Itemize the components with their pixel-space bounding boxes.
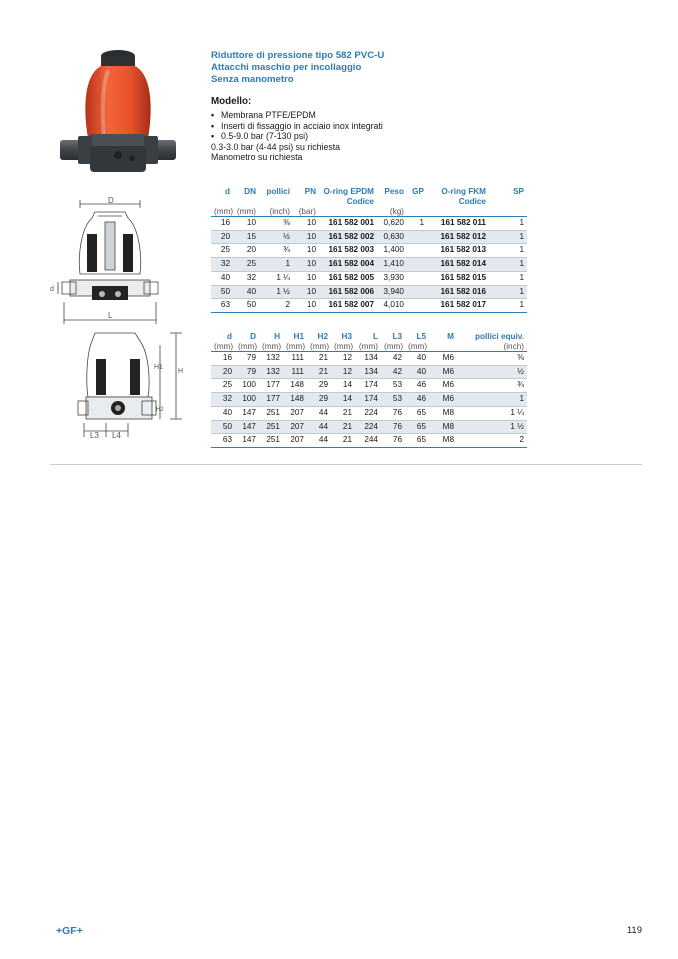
table-cell: 63 bbox=[211, 299, 233, 313]
column-header: D bbox=[250, 332, 256, 341]
technical-drawing-front bbox=[50, 325, 190, 445]
table-cell: 12 bbox=[331, 365, 355, 379]
column-header: Peso bbox=[384, 187, 404, 196]
table-cell: 100 bbox=[235, 379, 259, 393]
table-cell: 76 bbox=[381, 420, 405, 434]
table-cell: 251 bbox=[259, 434, 283, 448]
table-cell: 174 bbox=[355, 393, 381, 407]
note-line: 0.3-3.0 bar (4-44 psi) su richiesta bbox=[211, 141, 341, 152]
table-cell: M6 bbox=[429, 365, 457, 379]
product-header bbox=[211, 50, 541, 163]
table-cell: 16 bbox=[211, 352, 235, 366]
table-cell: 10 bbox=[233, 217, 259, 231]
table-cell: 10 bbox=[293, 217, 319, 231]
table-cell: 79 bbox=[235, 352, 259, 366]
table-cell: 1 ¼ bbox=[259, 271, 293, 285]
column-unit: (mm) bbox=[331, 342, 355, 352]
table-cell: 244 bbox=[355, 434, 381, 448]
table-cell: 251 bbox=[259, 406, 283, 420]
column-header: H1 bbox=[293, 332, 304, 341]
svg-text:D: D bbox=[108, 196, 114, 205]
column-header: pollici equiv. bbox=[475, 332, 524, 341]
table-cell: 21 bbox=[307, 365, 331, 379]
column-header: SP bbox=[513, 187, 524, 196]
table-cell: 10 bbox=[293, 230, 319, 244]
table-cell: 161 582 003 bbox=[319, 244, 377, 258]
table-cell: 100 bbox=[235, 393, 259, 407]
table-cell: 207 bbox=[283, 406, 307, 420]
table-cell: ¾ bbox=[457, 379, 527, 393]
table-cell: 65 bbox=[405, 406, 429, 420]
svg-text:H: H bbox=[178, 368, 184, 375]
table-cell: 161 582 002 bbox=[319, 230, 377, 244]
svg-text:H1: H1 bbox=[154, 364, 163, 371]
table-cell: 2 bbox=[259, 299, 293, 313]
table-cell: M8 bbox=[429, 420, 457, 434]
table-cell: 0,620 bbox=[377, 217, 407, 231]
table-cell bbox=[407, 244, 427, 258]
table-cell: 1 bbox=[489, 244, 527, 258]
table-cell: 14 bbox=[331, 379, 355, 393]
table-cell: 1 bbox=[489, 258, 527, 272]
table-cell: 1 bbox=[489, 299, 527, 313]
table-cell: 10 bbox=[293, 258, 319, 272]
table-cell: 1 ½ bbox=[457, 420, 527, 434]
table-cell: 174 bbox=[355, 379, 381, 393]
table-cell: 161 582 007 bbox=[319, 299, 377, 313]
table-cell: 3,940 bbox=[377, 285, 407, 299]
table-cell: 40 bbox=[405, 352, 429, 366]
feature-list bbox=[211, 110, 541, 142]
table-cell: 161 582 012 bbox=[427, 230, 489, 244]
table-cell: M6 bbox=[429, 393, 457, 407]
table-cell: 16 bbox=[211, 217, 233, 231]
table-cell: 161 582 014 bbox=[427, 258, 489, 272]
table-cell: 15 bbox=[233, 230, 259, 244]
table-cell: 40 bbox=[211, 406, 235, 420]
table-cell: 134 bbox=[355, 352, 381, 366]
table-cell: 177 bbox=[259, 379, 283, 393]
feature-item: • 0.5-9.0 bar (7-130 psi) bbox=[211, 131, 541, 142]
table-row bbox=[211, 230, 527, 244]
table-cell: 161 582 016 bbox=[427, 285, 489, 299]
table-cell: 10 bbox=[293, 271, 319, 285]
column-header: L3 bbox=[392, 332, 402, 341]
table-row bbox=[211, 285, 527, 299]
table-cell: 251 bbox=[259, 420, 283, 434]
table-cell: 1 bbox=[489, 271, 527, 285]
table-cell: 161 582 006 bbox=[319, 285, 377, 299]
table-cell: 161 582 013 bbox=[427, 244, 489, 258]
table-row bbox=[211, 352, 527, 366]
table-cell: 1 bbox=[489, 217, 527, 231]
svg-text:L: L bbox=[108, 311, 113, 320]
column-unit bbox=[319, 207, 377, 217]
column-header: L5 bbox=[416, 332, 426, 341]
table-cell: 132 bbox=[259, 365, 283, 379]
table-cell: 46 bbox=[405, 379, 429, 393]
table-cell: 29 bbox=[307, 393, 331, 407]
column-header: H2 bbox=[317, 332, 328, 341]
table-cell: 134 bbox=[355, 365, 381, 379]
column-unit: (mm) bbox=[233, 207, 259, 217]
table-row bbox=[211, 379, 527, 393]
product-title-line-1: Riduttore di pressione tipo 582 PVC-U bbox=[211, 50, 385, 61]
table-cell bbox=[407, 258, 427, 272]
table-cell: 148 bbox=[283, 393, 307, 407]
technical-drawing-side bbox=[50, 194, 170, 326]
table-cell: 63 bbox=[211, 434, 235, 448]
column-unit: (inch) bbox=[457, 342, 527, 352]
table-cell: 147 bbox=[235, 420, 259, 434]
table-cell: 32 bbox=[211, 393, 235, 407]
table-cell: 46 bbox=[405, 393, 429, 407]
table-cell: 161 582 017 bbox=[427, 299, 489, 313]
table-cell bbox=[407, 271, 427, 285]
table-cell: 44 bbox=[307, 434, 331, 448]
table-cell: ½ bbox=[457, 365, 527, 379]
table-cell: 161 582 015 bbox=[427, 271, 489, 285]
column-header: O-ring FKM Codice bbox=[441, 187, 486, 206]
table-cell: ⅜ bbox=[259, 217, 293, 231]
table-cell: 65 bbox=[405, 420, 429, 434]
product-image bbox=[52, 46, 184, 178]
column-unit: (mm) bbox=[211, 342, 235, 352]
table-cell: 177 bbox=[259, 393, 283, 407]
table-cell: 25 bbox=[211, 379, 235, 393]
column-unit: (kg) bbox=[377, 207, 407, 217]
table-cell: 53 bbox=[381, 393, 405, 407]
column-unit: (mm) bbox=[307, 342, 331, 352]
table-cell: 40 bbox=[233, 285, 259, 299]
table-cell: 40 bbox=[405, 365, 429, 379]
table-cell: 44 bbox=[307, 420, 331, 434]
table-row bbox=[211, 434, 527, 448]
column-unit: (mm) bbox=[381, 342, 405, 352]
table-cell: 10 bbox=[293, 244, 319, 258]
table-cell: 32 bbox=[211, 258, 233, 272]
table-cell: 161 582 004 bbox=[319, 258, 377, 272]
table-cell: 161 582 001 bbox=[319, 217, 377, 231]
column-header: DN bbox=[244, 187, 256, 196]
modello-label: Modello: bbox=[211, 96, 252, 107]
table-cell: 207 bbox=[283, 434, 307, 448]
table-cell: 21 bbox=[307, 352, 331, 366]
table-cell: 148 bbox=[283, 379, 307, 393]
table-cell: 76 bbox=[381, 434, 405, 448]
table-cell: 1 bbox=[489, 230, 527, 244]
table-cell: 79 bbox=[235, 365, 259, 379]
order-code-table bbox=[211, 187, 527, 313]
column-unit bbox=[407, 207, 427, 217]
table-cell: 50 bbox=[233, 299, 259, 313]
column-unit: (mm) bbox=[259, 342, 283, 352]
table-row bbox=[211, 365, 527, 379]
table-row bbox=[211, 393, 527, 407]
table-cell: 25 bbox=[233, 258, 259, 272]
column-unit bbox=[427, 207, 489, 217]
table-cell: 224 bbox=[355, 420, 381, 434]
svg-text:L4: L4 bbox=[112, 431, 121, 440]
table-cell: 40 bbox=[211, 271, 233, 285]
table-cell: 3,930 bbox=[377, 271, 407, 285]
column-header: L bbox=[372, 332, 378, 341]
table-cell: 76 bbox=[381, 406, 405, 420]
table-cell bbox=[407, 230, 427, 244]
table-cell: 2 bbox=[457, 434, 527, 448]
feature-item: • Membrana PTFE/EPDM bbox=[211, 110, 541, 121]
svg-text:L3: L3 bbox=[90, 431, 99, 440]
table-row bbox=[211, 244, 527, 258]
column-unit: (mm) bbox=[355, 342, 381, 352]
column-unit bbox=[489, 207, 527, 217]
table-cell: M6 bbox=[429, 379, 457, 393]
page-number: 119 bbox=[626, 925, 642, 936]
table-cell: 111 bbox=[283, 352, 307, 366]
table-cell: M8 bbox=[429, 434, 457, 448]
table-cell: 42 bbox=[381, 365, 405, 379]
table-cell: 53 bbox=[381, 379, 405, 393]
table-cell: 29 bbox=[307, 379, 331, 393]
table-cell: 20 bbox=[233, 244, 259, 258]
column-unit bbox=[429, 342, 457, 352]
table-cell: 1 bbox=[407, 217, 427, 231]
table-cell: 25 bbox=[211, 244, 233, 258]
table-cell: 132 bbox=[259, 352, 283, 366]
table-cell: 224 bbox=[355, 406, 381, 420]
table-cell bbox=[407, 285, 427, 299]
table-cell: 1 ½ bbox=[259, 285, 293, 299]
table-cell: 14 bbox=[331, 393, 355, 407]
table-cell: 65 bbox=[405, 434, 429, 448]
table-cell: 0,630 bbox=[377, 230, 407, 244]
table-cell: 21 bbox=[331, 420, 355, 434]
table-cell: 50 bbox=[211, 285, 233, 299]
table-cell: 12 bbox=[331, 352, 355, 366]
table-cell: 1 bbox=[489, 285, 527, 299]
table-row bbox=[211, 217, 527, 231]
feature-item: • Inserti di fissaggio in acciaio inox integrati bbox=[211, 121, 541, 132]
table-cell: 1 bbox=[259, 258, 293, 272]
table-cell: 161 582 005 bbox=[319, 271, 377, 285]
table-cell bbox=[407, 299, 427, 313]
dimensions-table bbox=[211, 332, 527, 448]
column-unit: (inch) bbox=[259, 207, 293, 217]
table-cell: 20 bbox=[211, 230, 233, 244]
column-header: PN bbox=[304, 187, 316, 196]
table-row bbox=[211, 406, 527, 420]
column-unit: (mm) bbox=[405, 342, 429, 352]
table-cell: 147 bbox=[235, 406, 259, 420]
table-cell: 147 bbox=[235, 434, 259, 448]
svg-text:H2: H2 bbox=[156, 407, 164, 413]
column-header: GP bbox=[412, 187, 424, 196]
svg-text:d: d bbox=[50, 286, 54, 293]
note-line: Manometro su richiesta bbox=[211, 152, 303, 163]
column-unit: (bar) bbox=[293, 207, 319, 217]
column-header: d bbox=[226, 332, 232, 341]
column-header: O-ring EPDM Codice bbox=[323, 187, 374, 206]
table-cell: 1 ¼ bbox=[457, 406, 527, 420]
column-header: M bbox=[447, 332, 454, 341]
product-title-line-2: Attacchi maschio per incollaggio bbox=[211, 62, 362, 73]
table-cell: 1 bbox=[457, 393, 527, 407]
column-unit: (mm) bbox=[283, 342, 307, 352]
table-cell: 50 bbox=[211, 420, 235, 434]
table-row bbox=[211, 420, 527, 434]
table-cell: 10 bbox=[293, 285, 319, 299]
column-header: pollici bbox=[266, 187, 290, 196]
section-divider bbox=[50, 464, 642, 465]
table-cell: 1,410 bbox=[377, 258, 407, 272]
table-cell: M8 bbox=[429, 406, 457, 420]
table-cell: 111 bbox=[283, 365, 307, 379]
column-header: H3 bbox=[341, 332, 352, 341]
column-header: H bbox=[274, 332, 280, 341]
table-cell: M6 bbox=[429, 352, 457, 366]
product-title-line-3: Senza manometro bbox=[211, 74, 294, 85]
table-cell: 1,400 bbox=[377, 244, 407, 258]
table-cell: ⅜ bbox=[457, 352, 527, 366]
gf-logo: +GF+ bbox=[56, 925, 83, 937]
table-cell: 4,010 bbox=[377, 299, 407, 313]
table-cell: 207 bbox=[283, 420, 307, 434]
table-cell: ½ bbox=[259, 230, 293, 244]
column-header: d bbox=[224, 187, 230, 196]
table-row bbox=[211, 299, 527, 313]
table-cell: ¾ bbox=[259, 244, 293, 258]
table-cell: 44 bbox=[307, 406, 331, 420]
table-cell: 21 bbox=[331, 406, 355, 420]
table-cell: 21 bbox=[331, 434, 355, 448]
table-cell: 10 bbox=[293, 299, 319, 313]
table-cell: 42 bbox=[381, 352, 405, 366]
table-cell: 20 bbox=[211, 365, 235, 379]
column-unit: (mm) bbox=[235, 342, 259, 352]
table-row bbox=[211, 258, 527, 272]
table-cell: 32 bbox=[233, 271, 259, 285]
table-row bbox=[211, 271, 527, 285]
column-unit: (mm) bbox=[211, 207, 233, 217]
table-cell: 161 582 011 bbox=[427, 217, 489, 231]
